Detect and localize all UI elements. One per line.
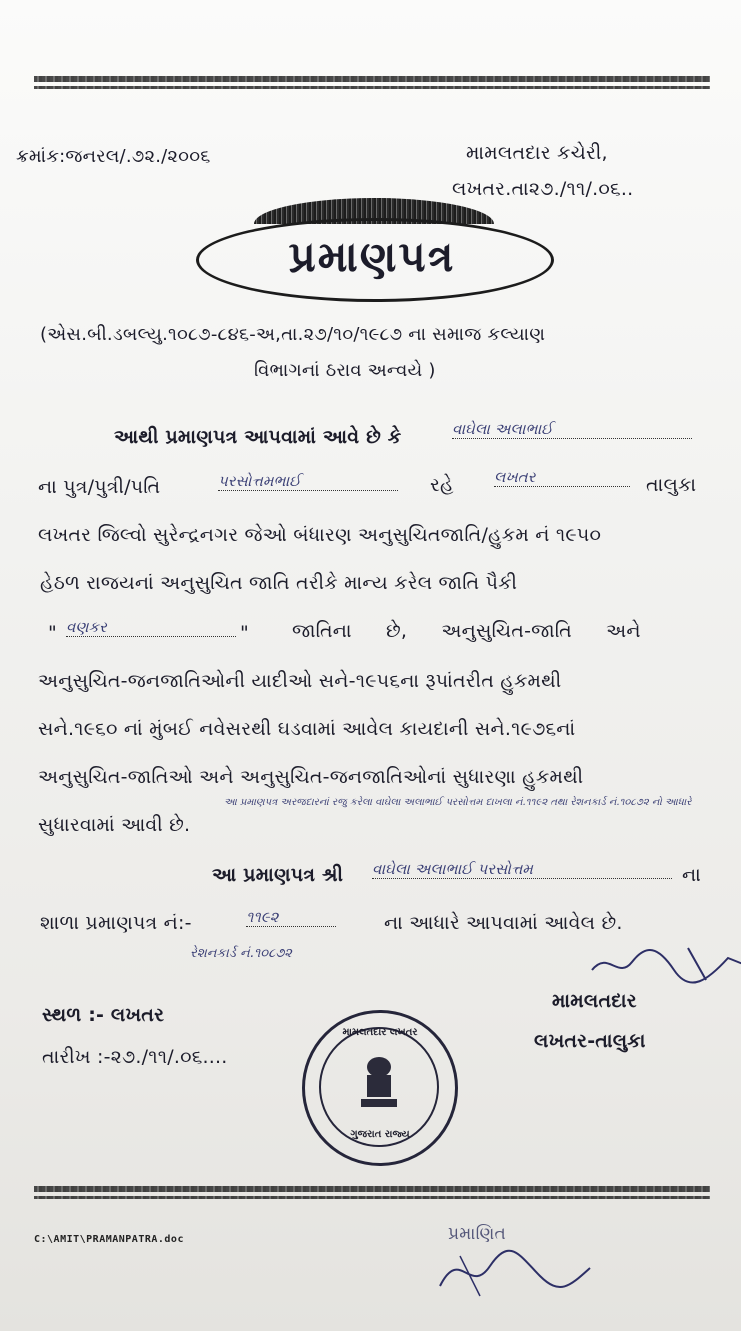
place-date: લખતર.તા૨૭./૧૧/.૦૬.. bbox=[452, 178, 634, 200]
bottom-border-rule-2 bbox=[34, 1196, 710, 1199]
caste-name: વણકર bbox=[66, 618, 236, 637]
seal-top-text: મામલતદાર લખતર bbox=[342, 1027, 418, 1038]
title-block bbox=[196, 198, 556, 304]
school-cert-number: ૧૧૯૨ bbox=[246, 908, 336, 927]
body-line-10: આ પ્રમાણપત્ર શ્રી bbox=[212, 864, 344, 886]
body-line-2c: તાલુકા bbox=[646, 474, 697, 496]
quote-close: " bbox=[240, 622, 249, 644]
bottom-border-rule bbox=[34, 1186, 710, 1192]
body-line-10b: ના bbox=[682, 864, 702, 886]
body-line-1: આથી પ્રમાણપત્ર આપવામાં આવે છે કે bbox=[114, 426, 402, 448]
certificate-title: પ્રમાણપત્ર bbox=[288, 232, 456, 281]
officer-taluka: લખતર-તાલુકા bbox=[534, 1030, 646, 1052]
body-line-4: હેઠળ રાજયનાં અનુસુચિત જાતિ તરીકે માન્ય કરેલ જાતિ પૈકી bbox=[40, 572, 518, 594]
attested-stamp: પ્રમાણિત bbox=[448, 1224, 506, 1244]
body-line-2a: ના પુત્ર/પુત્રી/પતિ bbox=[38, 476, 161, 498]
official-seal bbox=[302, 1010, 458, 1166]
school-cert-label: શાળા પ્રમાણપત્ર નં:- bbox=[40, 912, 192, 934]
handwritten-note: આ પ્રમાણપત્ર અરજદારનાં રજુ કરેલા વાઘેલા અલાભાઈ પરસોત્તમ દાખલા નં.૧૧૯૨ તથા રેશનકાર્ડ નં.૧૦૮૭૨ નો આધારે bbox=[224, 797, 692, 808]
top-border-rule-2 bbox=[34, 86, 710, 89]
subtitle-line-1: (એસ.બી.ડબલ્યુ.૧૦૮૭-૮૪૬-અ,તા.૨૭/૧૦/૧૯૮૭ ના સમાજ કલ્યાણ bbox=[40, 324, 546, 345]
body-line-3: લખતર જિલ્વો સુરેન્દ્રનગર જેઓ બંધારણ અનુસુચિતજાતિ/હુકમ નં ૧૯૫૦ bbox=[38, 524, 602, 546]
father-name: પરસોત્તમભાઈ bbox=[218, 472, 398, 491]
subtitle-line-2: વિભાગનાં ઠરાવ અન્વયે ) bbox=[254, 360, 436, 381]
body-line-8: અનુસુચિત-જાતિઓ અને અનુસુચિત-જનજાતિઓનાં સુધારણા હુકમથી bbox=[38, 766, 584, 788]
holder-name: વાઘેલા અલાભાઈ bbox=[452, 420, 692, 439]
file-path: C:\AMIT\PRAMANPATRA.doc bbox=[34, 1234, 184, 1245]
body-line-2b: રહે bbox=[430, 474, 454, 496]
school-cert-tail: ના આધારે આપવામાં આવેલ છે. bbox=[384, 912, 623, 934]
reference-number: ક્રમાંક:જનરલ/.૭૨./૨૦૦૬ bbox=[16, 146, 211, 167]
date-label: તારીખ :-૨૭./૧૧/.૦૬.... bbox=[42, 1046, 228, 1068]
seal-bottom-text: ગુજરાત રાજ્ય bbox=[350, 1129, 410, 1140]
emblem-icon bbox=[357, 1053, 401, 1109]
body-line-5: જાતિના છે, અનુસુચિત-જાતિ અને bbox=[292, 620, 641, 642]
office-name: મામલતદાર કચેરી, bbox=[466, 142, 608, 164]
issued-to-name: વાઘેલા અલાભાઈ પરસોત્તમ bbox=[372, 860, 672, 879]
residence: લખતર bbox=[494, 468, 630, 487]
ration-card-note: રેશનકાર્ડ નં.૧૦૮૭૨ bbox=[190, 946, 292, 961]
officer-signature bbox=[588, 940, 741, 990]
place-label: સ્થળ :- લખતર bbox=[42, 1004, 165, 1026]
attestation-signature bbox=[430, 1246, 600, 1302]
body-line-7: સને.૧૯૬૦ નાં મુંબઈ નવેસરથી ઘડવામાં આવેલ કાયદાની સને.૧૯૭૬નાં bbox=[38, 718, 576, 740]
officer-title: મામલતદાર bbox=[552, 990, 637, 1012]
top-border-rule bbox=[34, 76, 710, 82]
quote-open: " bbox=[48, 622, 57, 644]
body-line-9: સુધારવામાં આવી છે. bbox=[38, 814, 191, 836]
body-line-6: અનુસુચિત-જનજાતિઓની યાદીઓ સને-૧૯૫૬ના રૂપાંતરીત હુકમથી bbox=[38, 670, 562, 692]
